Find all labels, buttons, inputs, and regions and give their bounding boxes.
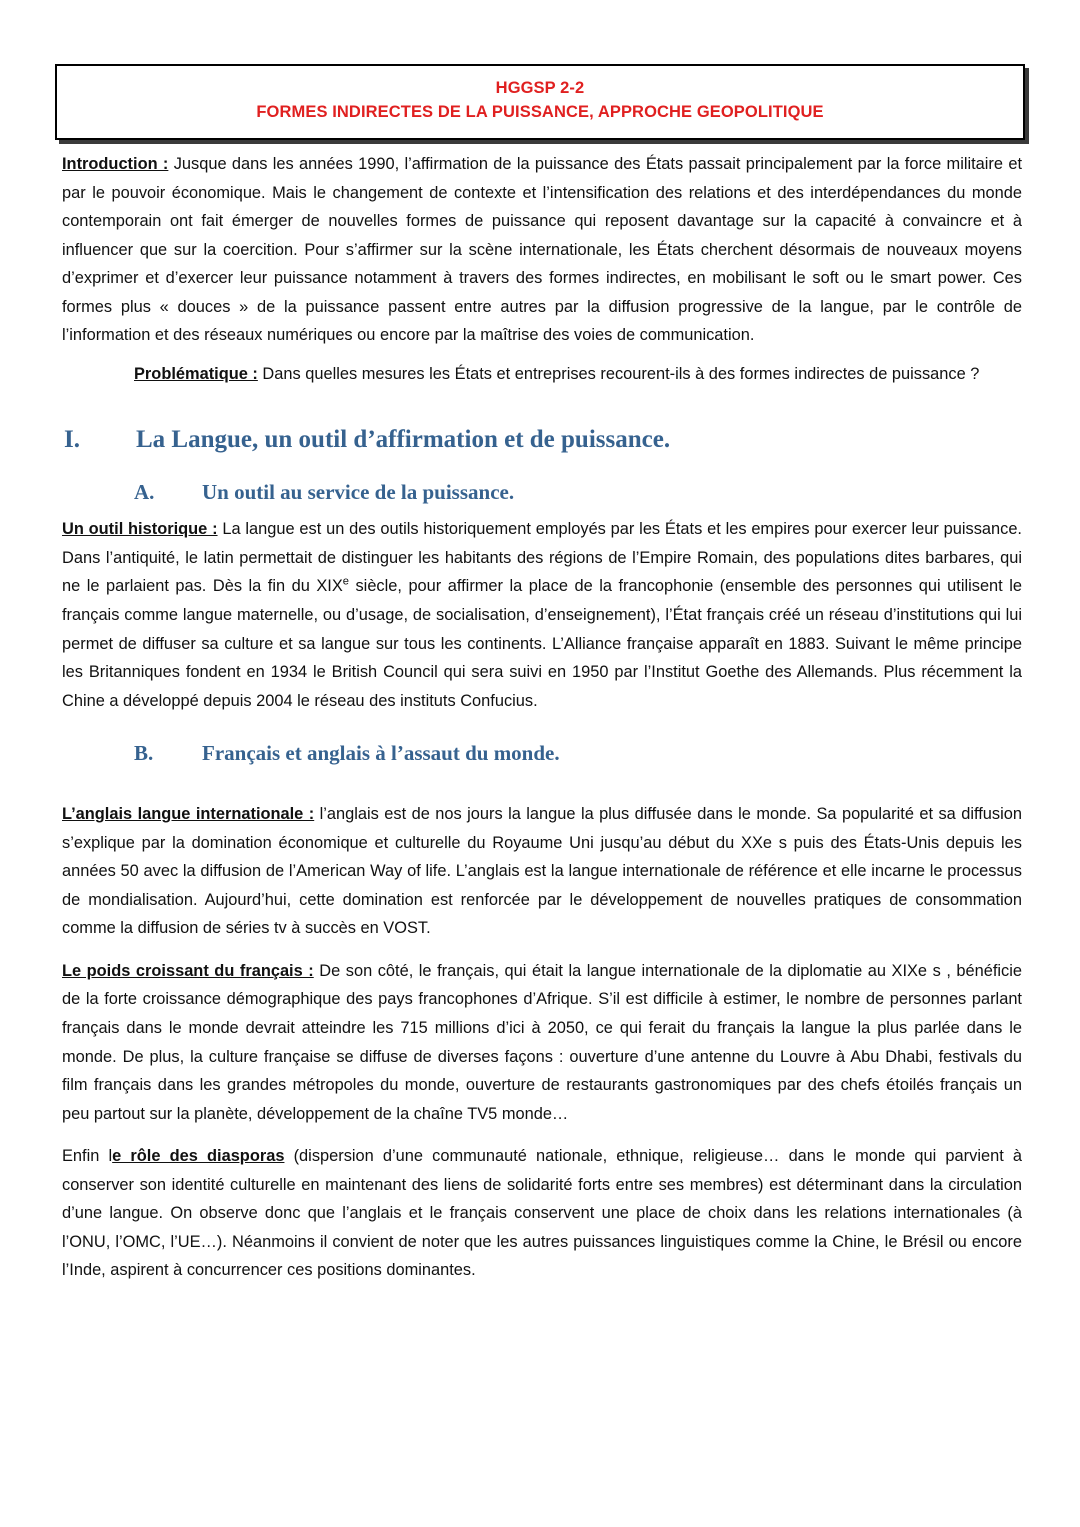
- problematique-lead: Problématique :: [134, 364, 258, 383]
- poids-francais-text: De son côté, le français, qui était la langue internationale de la diplomatie au XIXe s , bénéficie de la forte croissance démographique des pays francophones d’Afrique. S’il est difficile à estimer, le nombre de personnes parlant français dans le monde devrait atteindre les 715 millions d’ici à 2050, ce qui ferait du français la langue la plus parlée dans le monde. De plus, la culture française se diffuse de diverses façons : ouverture d’une antenne du Louvre à Abu Dhabi, festivals du film français dans les grandes métropoles du monde, ouverture de restaurants gastronomiques par des chefs étoilés français un peu partout sur la planète, développement de la chaîne TV5 monde…: [62, 961, 1023, 1123]
- introduction-text: Jusque dans les années 1990, l’affirmation de la puissance des États passait principalement par la force militaire et par le pouvoir économique. Mais le changement de contexte et l’intensification des relations et des interdépendances du monde contemporain ont fait émerger de nouvelles formes de puissance qui reposent davantage sur la capacité à convaincre et à influencer que sur la coercition. Pour s’affirmer sur la scène internationale, les États cherchent désormais de nouveaux moyens d’exprimer et d’exercer leur puissance notamment à travers des formes indirectes, en mobilisant le soft ou le smart power. Ces formes plus « douces » de la puissance passent entre autres par la diffusion progressive de la langue, par le contrôle de l’information et des réseaux numériques ou encore par la maîtrise des voies de communication.: [62, 155, 1022, 345]
- outil-historique-lead: Un outil historique :: [62, 520, 218, 539]
- spacer: [62, 505, 1022, 515]
- anglais-international-text: l’anglais est de nos jours la langue la plus diffusée dans le monde. Sa popularité et sa diffusion s’explique par la domination économique et culturelle du Royaume Uni jusqu’au début du XXe s puis des États-Unis depuis les années 50 avec la diffusion de l’American Way of life. L’anglais est la langue internationale de référence et elle incarne le processus de mondialisation. Aujourd’hui, cette domination est renforcée par le développement de nouvelles pratiques de consommation comme la diffusion de séries tv à succès en VOST.: [62, 805, 1022, 938]
- document-body: [62, 150, 1022, 1285]
- outil-historique-text-part2: siècle, pour affirmer la place de la francophonie (ensemble des personnes qui utilisent le français comme langue maternelle, ou d’usage, de socialisation, d’enseignement), l’État français créé un réseau d’institutions qui lui permet de diffuser sa culture et sa langue sur tous les continents. L’Alliance française apparaît en 1883. Suivant le même principe les Britanniques fondent en 1934 le British Council qui sera suivi en 1950 par l’Institut Goethe des Allemands. Plus récemment la Chine a développé depuis 2004 le réseau des instituts Confucius.: [62, 577, 1022, 710]
- diasporas-text: (dispersion d’une communauté nationale, ethnique, religieuse… dans le monde qui parvient à conserver son identité culturelle en maintenant des liens de solidarité forts entre ses membres) est déterminant dans la circulation d’une langue. On observe donc que l’anglais et le français conservent une place de choix dans les relations internationales (à l’ONU, l’OMC, l’UE…). Néanmoins il convient de noter que les autres puissances linguistiques comme la Chine, le Brésil ou encore l’Inde, aspirent à concurrencer ces positions dominantes.: [62, 1147, 1023, 1280]
- paragraph-anglais-international: [62, 800, 1022, 943]
- heading-section-1-title: La Langue, un outil d’affirmation et de puissance.: [136, 426, 671, 454]
- diasporas-lead: e rôle des diasporas: [112, 1147, 285, 1166]
- diasporas-prefix: Enfin l: [62, 1147, 113, 1166]
- paragraph-poids-francais: [62, 957, 1022, 1128]
- heading-subsection-a-number: A.: [134, 480, 155, 505]
- heading-subsection-b-title: Français et anglais à l’assaut du monde.: [202, 741, 560, 766]
- spacer: [62, 766, 1022, 800]
- paragraph-outil-historique: [62, 515, 1022, 715]
- title-banner: [55, 64, 1025, 140]
- heading-section-1: [62, 426, 1022, 454]
- title-banner-box: [55, 64, 1025, 140]
- paragraph-problematique: [62, 360, 1022, 389]
- title-banner-line-1: HGGSP 2-2: [495, 79, 585, 97]
- heading-subsection-a: [62, 480, 1022, 505]
- introduction-lead: Introduction :: [62, 155, 169, 173]
- heading-subsection-b: [62, 741, 1022, 766]
- paragraph-introduction: [62, 150, 1022, 350]
- spacer: [62, 350, 1022, 360]
- title-banner-line-2: FORMES INDIRECTES DE LA PUISSANCE, APPROCHE GEOPOLITIQUE: [256, 102, 824, 121]
- heading-subsection-b-number: B.: [134, 741, 154, 766]
- problematique-text: Dans quelles mesures les États et entreprises recourent-ils à des formes indirectes de puissance ?: [257, 364, 980, 383]
- outil-historique-text-part1: La langue est un des outils historiquement employés par les États et les empires pour exercer leur puissance. Dans l’antiquité, le latin permettait de distinguer les habitants des régions de l’Empire Romain, des populations dites barbares, qui ne le parlaient pas. Dès la fin du XIX: [62, 520, 1022, 596]
- paragraph-diasporas: [62, 1142, 1022, 1285]
- poids-francais-lead: Le poids croissant du français :: [62, 961, 314, 980]
- anglais-international-lead: L’anglais langue internationale :: [62, 805, 315, 824]
- ordinal-superscript: e: [342, 576, 349, 588]
- heading-section-1-number: I.: [64, 426, 80, 454]
- heading-subsection-a-title: Un outil au service de la puissance.: [202, 480, 515, 505]
